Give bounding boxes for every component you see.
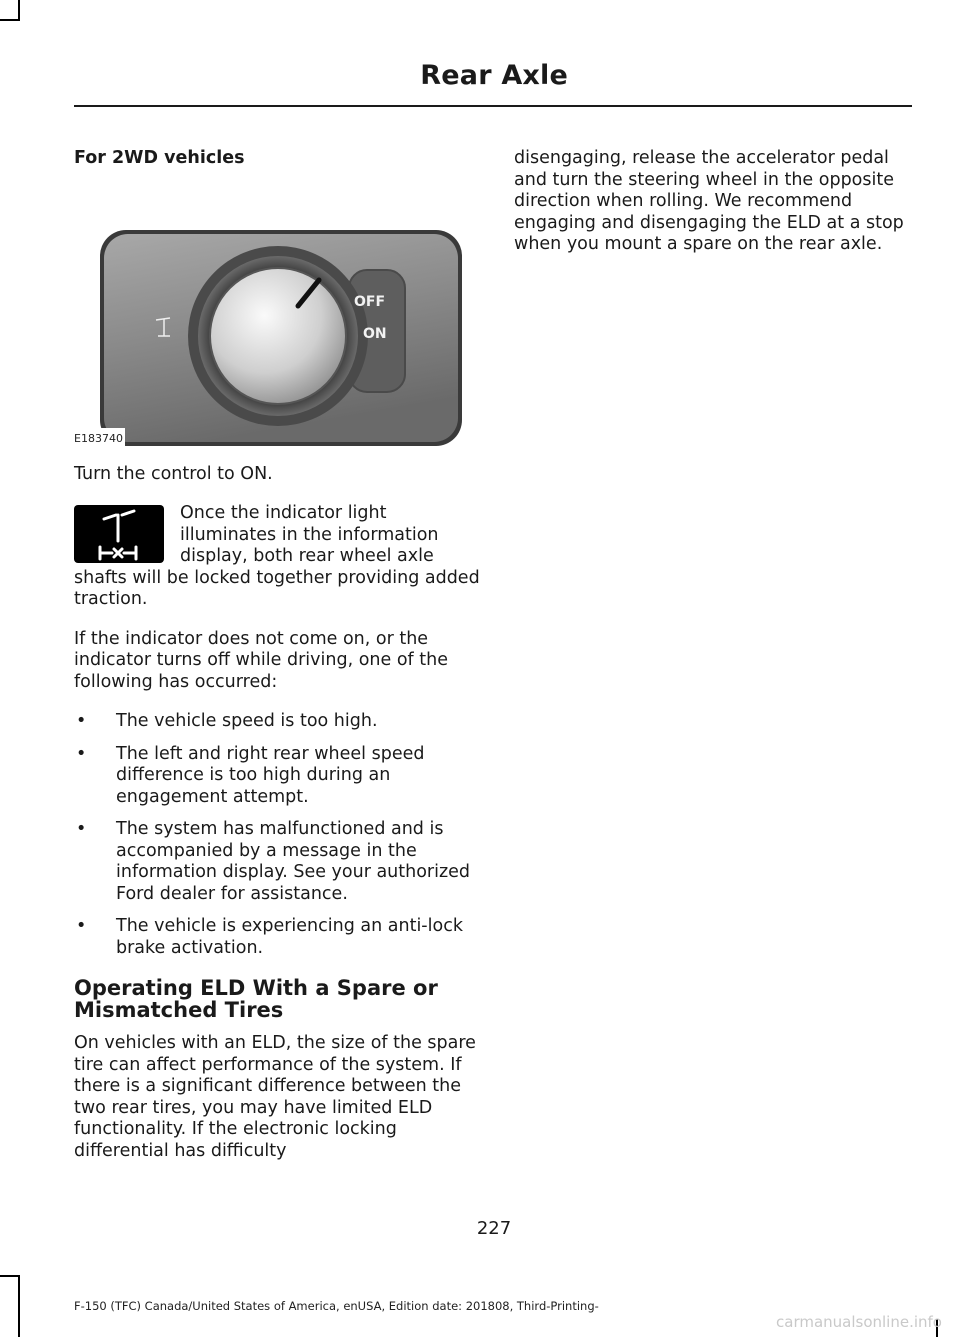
crop-mark — [18, 1277, 20, 1337]
watermark[interactable]: carmanualsonline.info — [776, 1313, 942, 1331]
section-heading: Operating ELD With a Spare or Mismatched Tires — [74, 976, 438, 1022]
crop-mark — [0, 1275, 20, 1277]
para-indicator: Once the indicator light illuminates in the information display, both rear wheel axle shafts will be locked together providing added traction. — [74, 503, 480, 609]
on-label: ON — [363, 325, 387, 342]
bullet-list — [74, 711, 484, 959]
right-column — [514, 148, 914, 274]
control-figure — [74, 190, 464, 450]
left-column — [74, 148, 484, 1180]
figure-id: E183740 — [74, 428, 125, 450]
list-item: • The left and right rear wheel speed difference is too high during an engagement attempt. — [74, 744, 484, 809]
subheading: For 2WD vehicles — [74, 148, 245, 168]
off-label: OFF — [354, 293, 386, 310]
list-item: • The system has malfunctioned and is accompanied by a message in the information display. See your authorized Ford dealer for assistance. — [74, 819, 484, 905]
page-number: 227 — [476, 1218, 512, 1239]
header-rule — [74, 105, 912, 107]
para-turn: Turn the control to ON. — [74, 463, 273, 484]
footer-edition: F-150 (TFC) Canada/United States of America, enUSA, Edition date: 201808, Third-Printing- — [74, 1299, 599, 1313]
para-eld: On vehicles with an ELD, the size of the spare tire can affect performance of the system. If there is a significant difference between the two rear tires, you may have limited ELD functionality. If the electronic locking differential has difficulty — [74, 1033, 476, 1161]
indicator-block — [74, 503, 484, 611]
page-title: Rear Axle — [420, 60, 568, 91]
para-if: If the indicator does not come on, or the indicator turns off while driving, one of the following has occurred: — [74, 628, 448, 692]
eld-control-illustration — [74, 190, 464, 450]
rear-axle-lock-icon — [74, 505, 164, 563]
para-continued: disengaging, release the accelerator pedal and turn the steering wheel in the opposite direction when rolling. We recommend engaging and disengaging the ELD at a stop when you mount a spare on the rear axle. — [514, 148, 904, 254]
crop-mark — [0, 19, 20, 21]
list-item: • The vehicle speed is too high. — [74, 711, 484, 733]
crop-mark — [18, 0, 20, 20]
list-item: • The vehicle is experiencing an anti-lock brake activation. — [74, 916, 484, 959]
